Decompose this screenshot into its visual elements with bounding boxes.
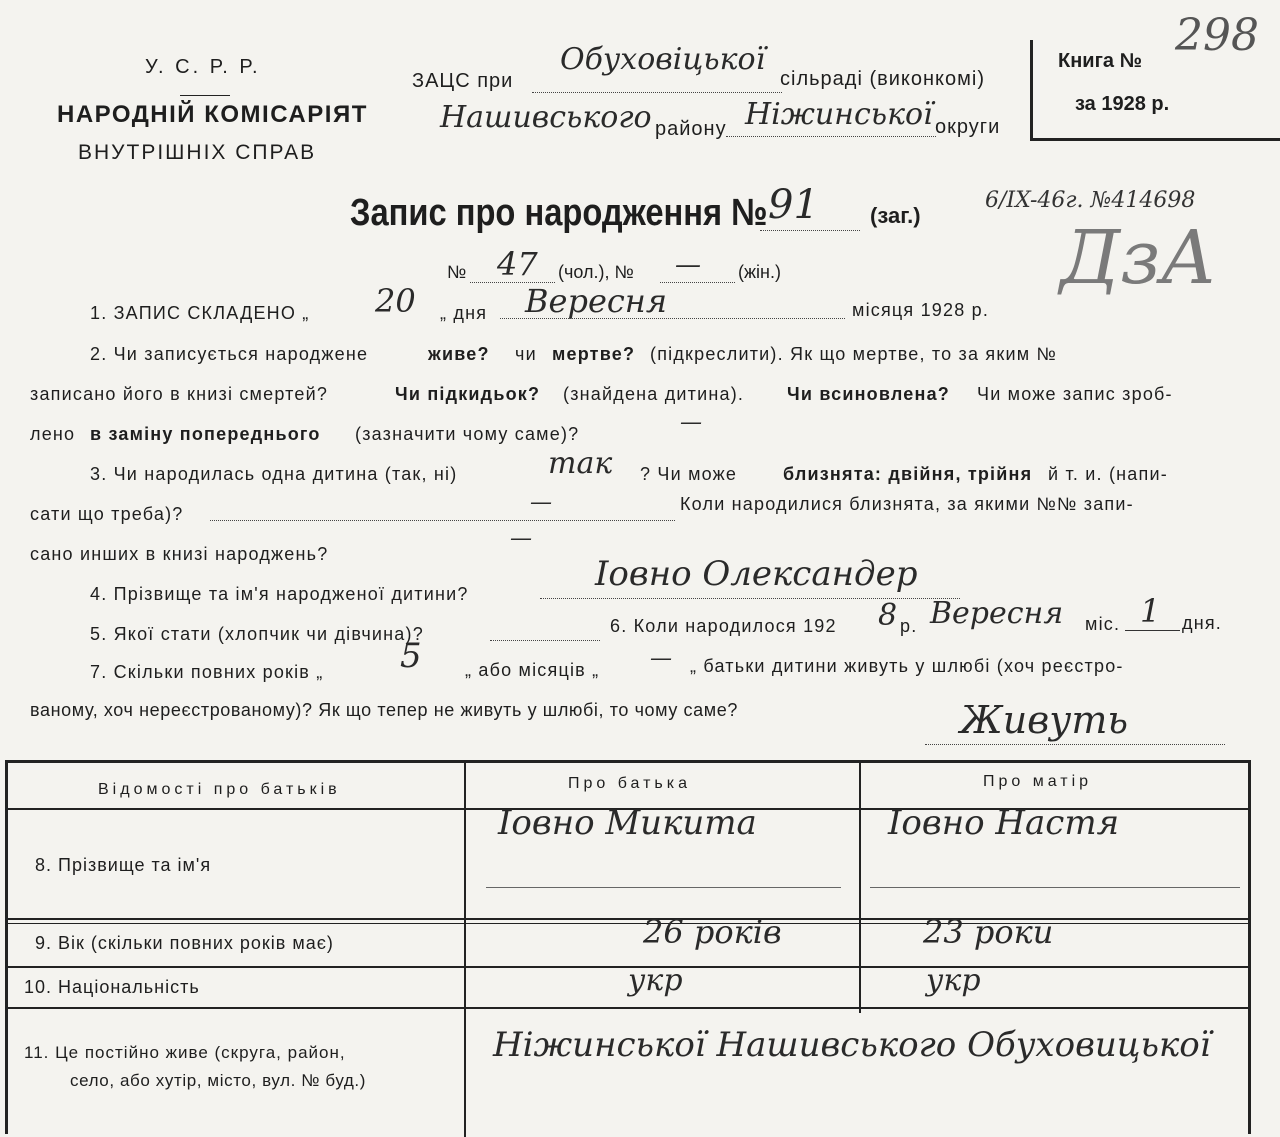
item3-handwritten: так — [548, 446, 613, 481]
item3-twins: близнята: двійня, трійня — [783, 464, 1033, 484]
zags-prefix: ЗАЦС при — [412, 70, 514, 92]
item6-mid: р. — [900, 616, 918, 636]
row8-label: 8. Прізвище та ім'я — [35, 855, 212, 875]
item1-suffix: місяця 1928 р. — [852, 300, 990, 320]
female-number-dotline — [660, 282, 735, 283]
ussr-label: У. С. Р. Р. — [145, 56, 261, 78]
okruga-handwritten: Ніжинської — [745, 97, 933, 132]
female-number-handwritten: — — [675, 250, 701, 280]
item3-handwritten-2: — — [530, 490, 552, 515]
item7-dotline — [925, 744, 1225, 745]
record-title: Запис про народження № — [350, 192, 768, 234]
item7-b: „ або місяців „ — [465, 660, 600, 680]
item7-handwritten: Живуть — [960, 698, 1129, 742]
row11-label-line2: село, або хутір, місто, вул. № буд.) — [70, 1071, 367, 1090]
table-col-rule-1 — [464, 763, 466, 1137]
child-name-handwritten: Іовно Олександер — [595, 554, 918, 594]
okruga-label: округи — [935, 116, 1001, 138]
item6-day-line — [1125, 630, 1180, 631]
record-number-dotline — [760, 230, 860, 231]
item5-label: 5. Якої стати (хлопчик чи дівчина)? — [90, 624, 424, 644]
item7-line2: ваному, хоч нереєстрованому)? Як що тепер не живуть у шлюбі, то чому саме? — [30, 700, 738, 720]
address-handwritten: Ніжинської Нашивського Обуховицької — [493, 1025, 1211, 1065]
male-number-handwritten: 47 — [497, 245, 538, 283]
mother-name-handwritten: Іовно Настя — [888, 803, 1120, 843]
item2-line2c: Чи може запис зроб- — [977, 384, 1173, 404]
item4-label: 4. Прізвище та ім'я народженої дитини? — [90, 584, 469, 604]
item2-line2b: (знайдена дитина). — [563, 384, 745, 404]
item7-a: 7. Скільки повних років „ — [90, 662, 324, 682]
father-name-handwritten: Іовно Микита — [498, 803, 757, 843]
item3-line1a: 3. Чи народилась одна дитина (так, ні) — [90, 464, 458, 484]
record-general-suffix: (заг.) — [870, 203, 921, 228]
female-label: (жін.) — [738, 262, 781, 282]
row8-father-line — [486, 887, 841, 888]
item3-line1b: ? Чи може — [640, 464, 738, 484]
item3-line1c: й т. и. (напи- — [1048, 464, 1168, 484]
table-rule-3 — [8, 923, 1248, 924]
item1-prefix: 1. ЗАПИС СКЛАДЕНО „ — [90, 303, 310, 323]
item5-dotline — [490, 640, 600, 641]
item7-c: „ батьки дитини живуть у шлюбі (хоч реєстро- — [690, 656, 1124, 676]
item1-month-handwritten: Вересня — [525, 282, 668, 320]
male-label: (чол.), № — [558, 262, 634, 282]
table-col-rule-2 — [859, 763, 861, 1013]
item2-line3a: лено — [30, 424, 76, 444]
item6-day-handwritten: 1 — [1140, 592, 1161, 630]
book-label: Книга № — [1058, 50, 1142, 72]
item2-rest1: (підкреслити). Як що мертве, то за яким № — [650, 344, 1057, 364]
item2-replace: в заміну попереднього — [90, 424, 321, 444]
item2-line2a: записано його в книзі смертей? — [30, 384, 329, 404]
father-nationality-handwritten: укр — [628, 963, 683, 998]
record-number-handwritten: 91 — [768, 182, 819, 228]
father-age-handwritten: 26 років — [643, 913, 782, 951]
item1-day-handwritten: 20 — [375, 282, 416, 320]
commissariat-title: НАРОДНІЙ КОМІСАРІЯТ — [57, 101, 368, 128]
item7-years-handwritten: 5 — [400, 636, 422, 676]
item2-line1: 2. Чи записується народжене — [90, 344, 369, 364]
item2-alive: живе? — [428, 344, 490, 364]
item6-month-handwritten: Вересня — [930, 596, 1064, 631]
item3-dotline — [210, 520, 675, 521]
village-handwritten: Обуховіцької — [560, 42, 766, 77]
item3-line2a: сати що треба)? — [30, 504, 184, 524]
item3-handwritten-3: — — [510, 526, 532, 551]
book-box-left — [1030, 40, 1033, 140]
item2-or: чи — [515, 344, 537, 364]
parents-table — [5, 760, 1251, 1134]
book-box-bottom — [1030, 138, 1280, 141]
commissariat-subtitle: ВНУТРІШНІХ СПРАВ — [78, 141, 317, 164]
item2-handwritten: — — [680, 410, 702, 435]
table-rule-2 — [8, 918, 1248, 920]
male-prefix: № — [447, 262, 467, 282]
mother-nationality-handwritten: укр — [926, 963, 981, 998]
item2-adopted: Чи всиновлена? — [787, 384, 950, 404]
raion-label: району — [655, 118, 727, 140]
book-year: за 1928 р. — [1075, 93, 1170, 115]
book-number-handwritten: 298 — [1175, 10, 1259, 61]
item2-dead: мертве? — [552, 344, 636, 364]
item1-day-label: „ дня — [440, 303, 488, 323]
item3-line3: сано инших в книзі народжень? — [30, 544, 329, 564]
item6-label: 6. Коли народилося 192 — [610, 616, 837, 636]
item1-month-dotline — [500, 318, 845, 319]
row9-label: 9. Вік (скільки повних років має) — [35, 933, 334, 953]
registry-note-handwritten: 6/IX-46г. №414698 — [985, 188, 1196, 213]
col-header-father: Про батька — [568, 775, 691, 792]
item3-line2b: Коли народилися близнята, за якими №№ запи- — [680, 494, 1134, 514]
header-divider — [180, 95, 230, 96]
okruga-dotline — [726, 136, 936, 137]
item7-months-handwritten: — — [650, 646, 672, 671]
item6-year-handwritten: 8 — [878, 598, 898, 633]
row11-label-line1: 11. Це постійно живе (скруга, район, — [24, 1043, 346, 1062]
raion-handwritten: Нашивського — [440, 100, 652, 135]
item6-dnya: дня. — [1182, 613, 1222, 633]
item2-line3b: (зазначити чому саме)? — [355, 424, 580, 444]
stamp-handwritten: ДзА — [1060, 215, 1217, 301]
item6-mis: міс. — [1085, 614, 1121, 634]
item2-foundling: Чи підкидьок? — [395, 384, 541, 404]
mother-age-handwritten: 23 роки — [923, 913, 1054, 951]
col-header-info: Відомості про батьків — [98, 781, 341, 798]
table-rule-5 — [8, 1007, 1248, 1009]
row10-label: 10. Національність — [24, 977, 200, 997]
village-suffix: сільраді (виконкомі) — [780, 68, 985, 90]
village-dotline — [532, 92, 782, 93]
col-header-mother: Про матір — [983, 773, 1093, 790]
row8-mother-line — [870, 887, 1240, 888]
